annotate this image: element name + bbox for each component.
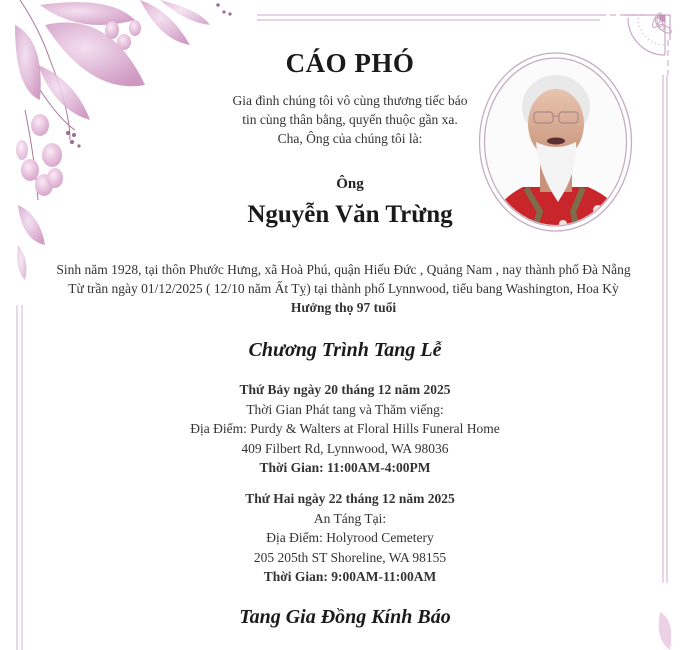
event-viewing — [180, 380, 510, 478]
event-label: Thời Gian Phát tang và Thăm viếng: — [246, 401, 444, 417]
biography — [0, 260, 687, 317]
floral-leaf-icon — [655, 610, 685, 650]
intro-text — [200, 91, 500, 148]
honorific: Ông — [336, 176, 364, 192]
bio-age: Hưởng thọ 97 tuổi — [290, 300, 397, 315]
event-date: Thứ Bảy ngày 20 tháng 12 năm 2025 — [239, 382, 451, 397]
event-address: 205 205th ST Shoreline, WA 98155 — [253, 549, 447, 565]
event-burial — [185, 489, 515, 587]
event-time: Thời Gian: 11:00AM-4:00PM — [259, 460, 431, 475]
event-location: Địa Điểm: Purdy & Walters at Floral Hills Funeral Home — [190, 421, 500, 436]
event-location: Địa Điểm: Holyrood Cemetery — [266, 530, 434, 545]
event-address: 409 Filbert Rd, Lynnwood, WA 98036 — [241, 440, 449, 456]
event-label: An Táng Tại: — [313, 510, 387, 526]
deceased-name: Nguyễn Văn Trừng — [247, 201, 453, 228]
event-time: Thời Gian: 9:00AM-11:00AM — [263, 569, 437, 584]
intro-line: Cha, Ông của chúng tôi là: — [277, 131, 423, 146]
bio-birth: Sinh năm 1928, tại thôn Phước Hưng, xã Hoà Phú, quận Hiếu Đức , Quảng Nam , nay thành phố Đà Nẵng — [56, 262, 631, 277]
event-date: Thứ Hai ngày 22 tháng 12 năm 2025 — [245, 491, 455, 506]
bio-death: Từ trần ngày 01/12/2025 ( 12/10 năm Ất Tỵ) tại thành phố Lynnwood, tiểu bang Washington, Hoa Kỳ — [68, 281, 619, 296]
closing-signature: Tang Gia Đồng Kính Báo — [239, 606, 451, 628]
page-title: CÁO PHÓ — [285, 48, 415, 78]
intro-line: tin cùng thân bằng, quyến thuộc gần xa. — [242, 112, 458, 127]
intro-line: Gia đình chúng tôi vô cùng thương tiếc báo — [232, 93, 468, 108]
program-title: Chương Trình Tang Lễ — [248, 339, 442, 361]
